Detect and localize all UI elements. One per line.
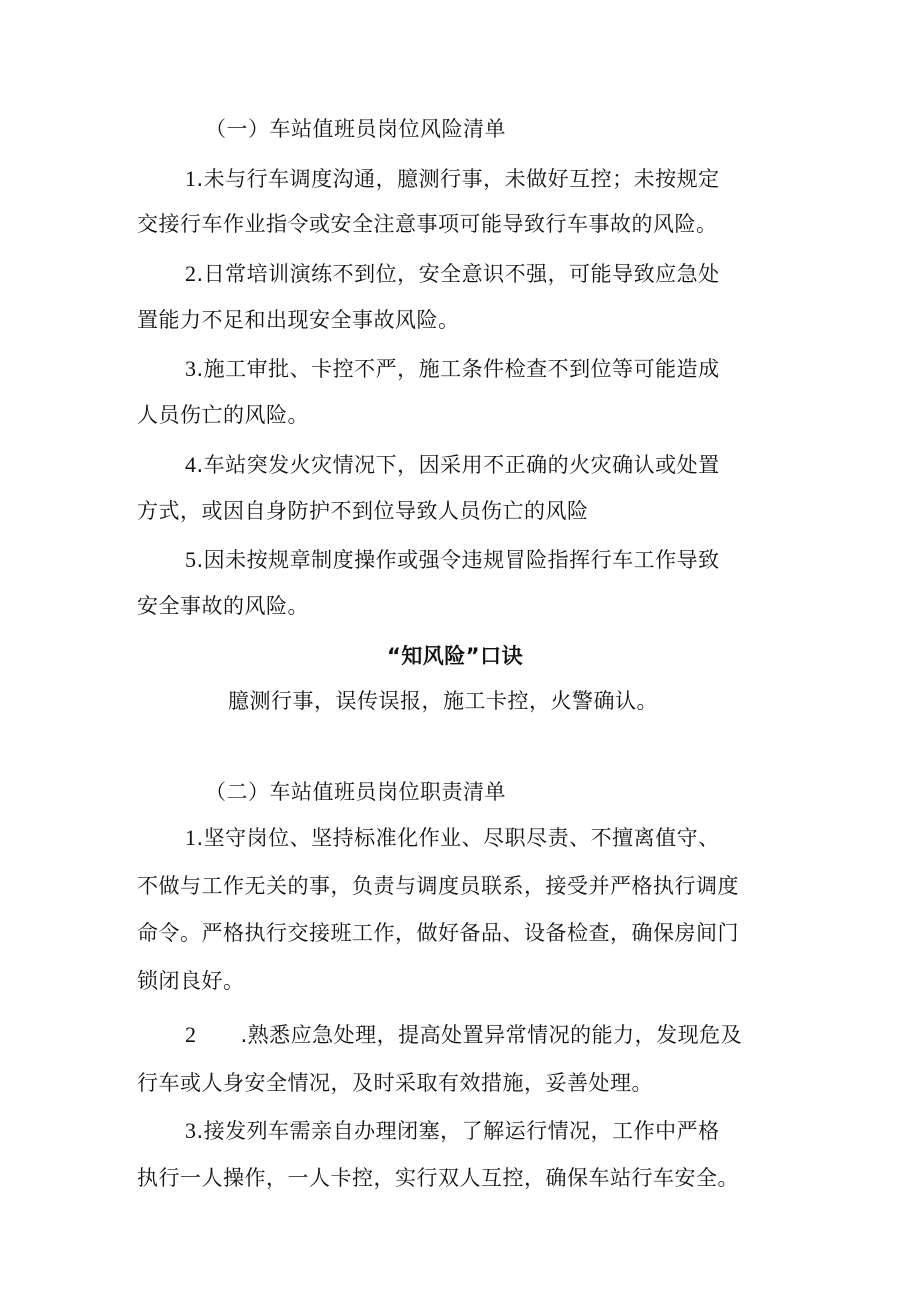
risk-item-4-second-line: 方式，或因自身防护不到位导致人员伤亡的风险 xyxy=(137,499,589,523)
mnemonic-text: 臆测行事，误传误报，施工卡控，火警确认。 xyxy=(228,689,658,713)
risk-item-5-first-line xyxy=(185,545,720,575)
risk-item-2-first-line xyxy=(185,259,720,289)
mnemonic-title: “知风险”口诀 xyxy=(387,644,524,668)
risk-item-5-number: 5 xyxy=(185,547,197,572)
duty-item-3-number: 3 xyxy=(185,1118,197,1143)
risk-item-3-second-line: 人员伤亡的风险。 xyxy=(137,403,309,427)
duty-item-3-text: .接发列车需亲自办理闭塞，了解运行情况，工作中严格 xyxy=(196,1119,720,1143)
risk-item-4-first-line xyxy=(185,450,720,480)
risk-item-5-second-line: 安全事故的风险。 xyxy=(137,594,309,618)
duty-item-1-text: .坚守岗位、坚持标准化作业、尽职尽责、不擅离值守、 xyxy=(196,826,720,850)
risk-item-2-number: 2 xyxy=(185,261,197,286)
risk-item-5-text: .因未按规章制度操作或强令违规冒险指挥行车工作导致 xyxy=(196,548,720,572)
duty-item-1-first-line xyxy=(185,823,720,853)
risk-item-2-second-line: 置能力不足和出现安全事故风险。 xyxy=(137,308,460,332)
section2-heading: （二）车站值班员岗位职责清单 xyxy=(205,780,506,804)
risk-item-3-text: .施工审批、卡控不严，施工条件检查不到位等可能造成 xyxy=(196,357,720,381)
duty-item-2-number: 2 xyxy=(185,1022,197,1047)
duty-item-1-number: 1 xyxy=(185,825,197,850)
duty-item-1-third-line: 命令。严格执行交接班工作，做好备品、设备检查，确保房间门 xyxy=(137,921,739,945)
risk-item-4-number: 4 xyxy=(185,452,197,477)
risk-item-1-text: .未与行车调度沟通，臆测行事，未做好互控；未按规定 xyxy=(196,167,720,191)
risk-item-1-second-line: 交接行车作业指令或安全注意事项可能导致行车事故的风险。 xyxy=(137,212,718,236)
duty-item-2-text: .熟悉应急处理，提高处置异常情况的能力，发现危及 xyxy=(240,1023,743,1047)
risk-item-3-number: 3 xyxy=(185,356,197,381)
risk-item-4-text: .车站突发火灾情况下，因采用不正确的火灾确认或处置 xyxy=(196,453,720,477)
duty-item-1-second-line: 不做与工作无关的事，负责与调度员联系，接受并严格执行调度 xyxy=(137,874,739,898)
risk-item-1-first-line xyxy=(185,164,720,194)
risk-item-3-first-line xyxy=(185,354,720,384)
duty-item-2-first-line xyxy=(185,1020,742,1050)
section1-heading: （一）车站值班员岗位风险清单 xyxy=(205,117,506,141)
duty-item-1-fourth-line: 锁闭良好。 xyxy=(137,969,245,993)
risk-item-1-number: 1 xyxy=(185,166,197,191)
duty-item-3-first-line xyxy=(185,1116,720,1146)
duty-item-3-second-line: 执行一人操作，一人卡控，实行双人互控，确保车站行车安全。 xyxy=(137,1166,739,1190)
duty-item-2-second-line: 行车或人身安全情况，及时采取有效措施，妥善处理。 xyxy=(137,1071,653,1095)
risk-item-2-text: .日常培训演练不到位，安全意识不强，可能导致应急处 xyxy=(196,262,720,286)
